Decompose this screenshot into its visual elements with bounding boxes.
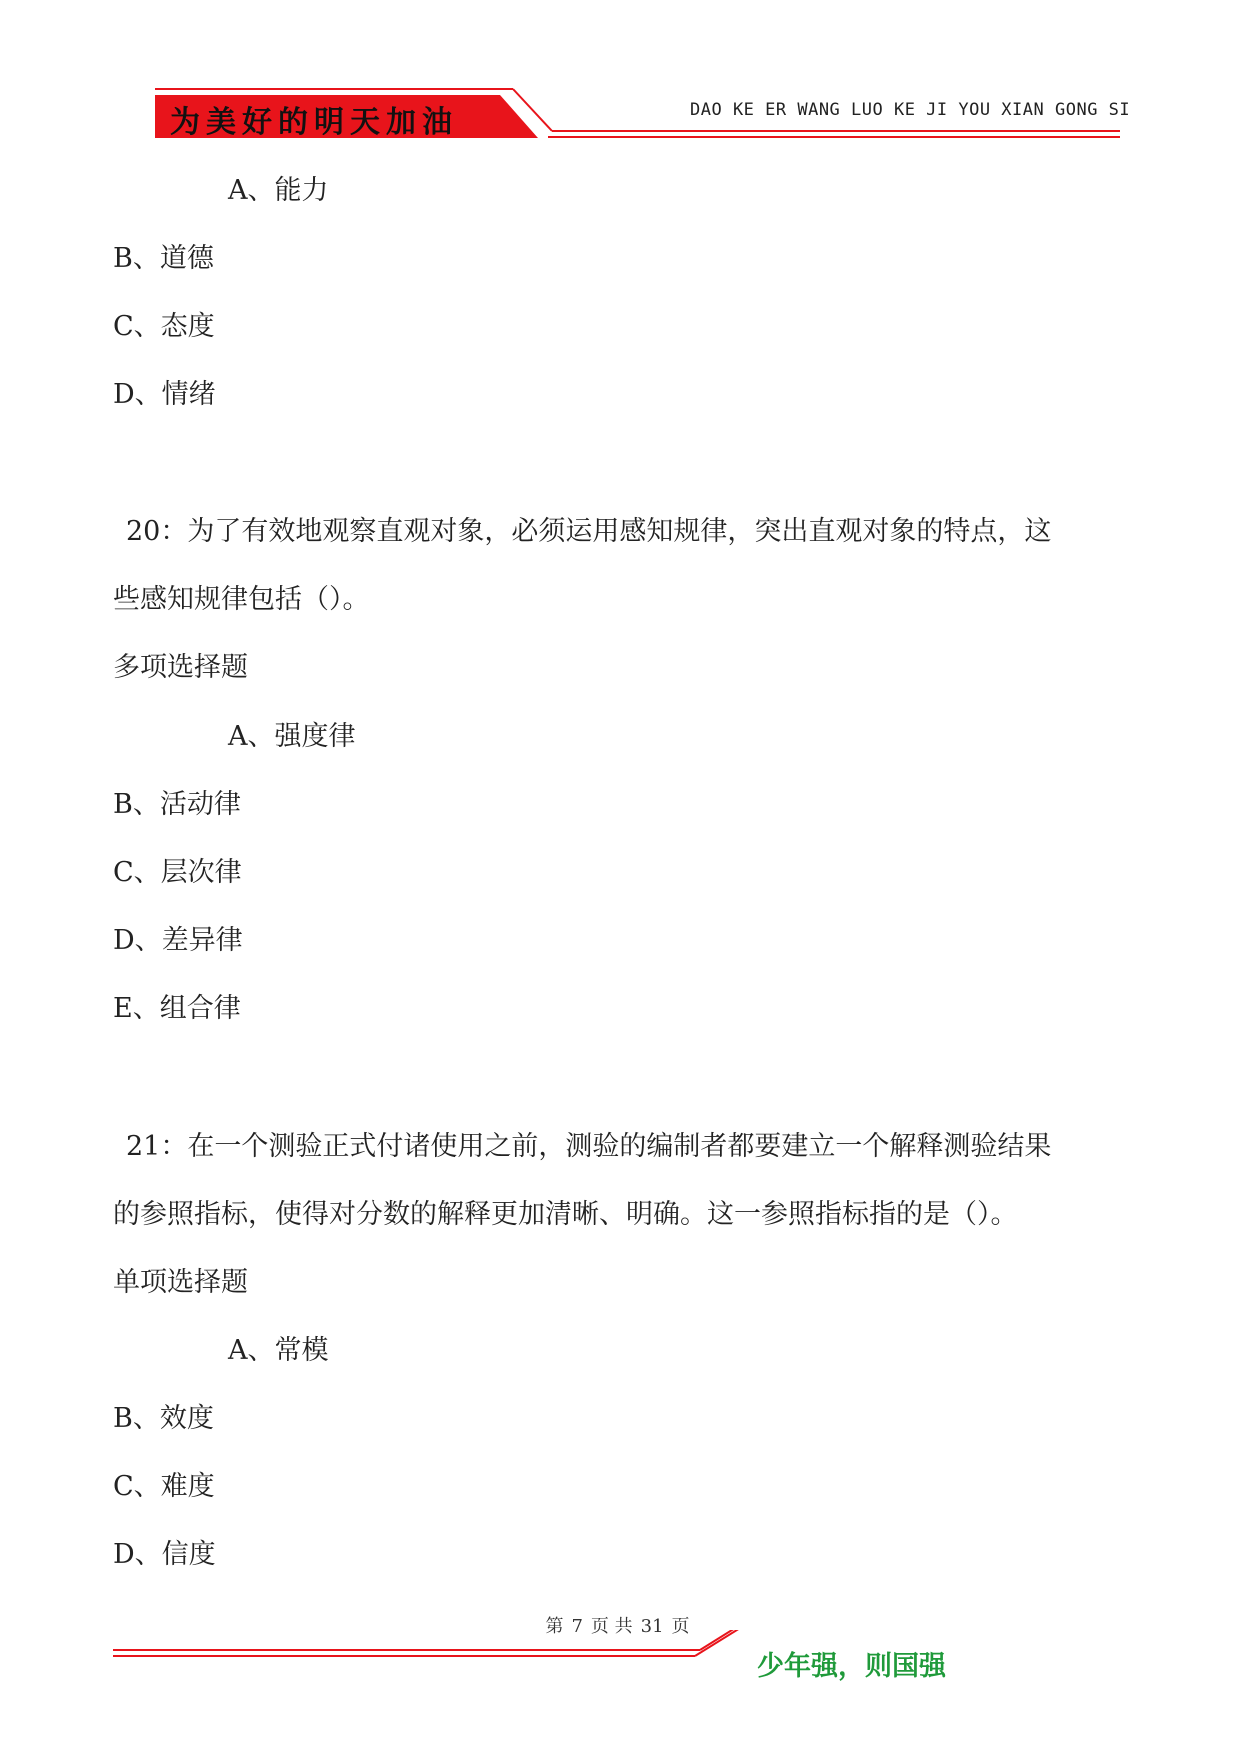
q21-option-d: D、信度	[113, 1539, 216, 1570]
q21-option-c: C、难度	[113, 1471, 215, 1502]
q20-stem-line2: 些感知规律包括（）。	[113, 584, 370, 615]
page-number: 7	[571, 1616, 583, 1637]
q21-stem-line1: 21：在一个测验正式付诸使用之前，测验的编制者都要建立一个解释测验结果	[126, 1131, 1052, 1162]
page-mid: 页 共	[590, 1616, 633, 1637]
q19-option-c: C、态度	[113, 311, 215, 342]
q20-option-c: C、层次律	[113, 857, 242, 888]
footer-rules	[0, 1630, 1235, 1720]
page-prefix: 第	[545, 1616, 564, 1637]
q21-option-b: B、效度	[113, 1403, 214, 1434]
page-total: 31	[640, 1616, 664, 1637]
header-company-name: DAO KE ER WANG LUO KE JI YOU XIAN GONG SI	[690, 100, 1131, 120]
q20-type: 多项选择题	[113, 652, 248, 683]
footer-diagonal-2	[695, 1630, 745, 1656]
q19-option-a: A、能力	[228, 175, 329, 206]
header-slogan: 为美好的明天加油	[170, 105, 458, 140]
q21-stem-line2: 的参照指标，使得对分数的解释更加清晰、明确。这一参照指标指的是（）。	[113, 1199, 1018, 1230]
q20-option-a: A、强度律	[228, 721, 356, 752]
q20-stem-line1: 20：为了有效地观察直观对象，必须运用感知规律，突出直观对象的特点，这	[126, 516, 1052, 547]
q19-option-b: B、道德	[113, 243, 214, 274]
q21-option-a: A、常模	[228, 1335, 329, 1366]
q19-option-d: D、情绪	[113, 379, 216, 410]
q20-option-b: B、活动律	[113, 789, 241, 820]
q20-option-d: D、差异律	[113, 925, 243, 956]
page-suffix: 页	[671, 1616, 690, 1637]
q21-type: 单项选择题	[113, 1267, 248, 1298]
q20-option-e: E、组合律	[113, 993, 241, 1024]
footer-slogan: 少年强，则国强	[757, 1651, 946, 1682]
